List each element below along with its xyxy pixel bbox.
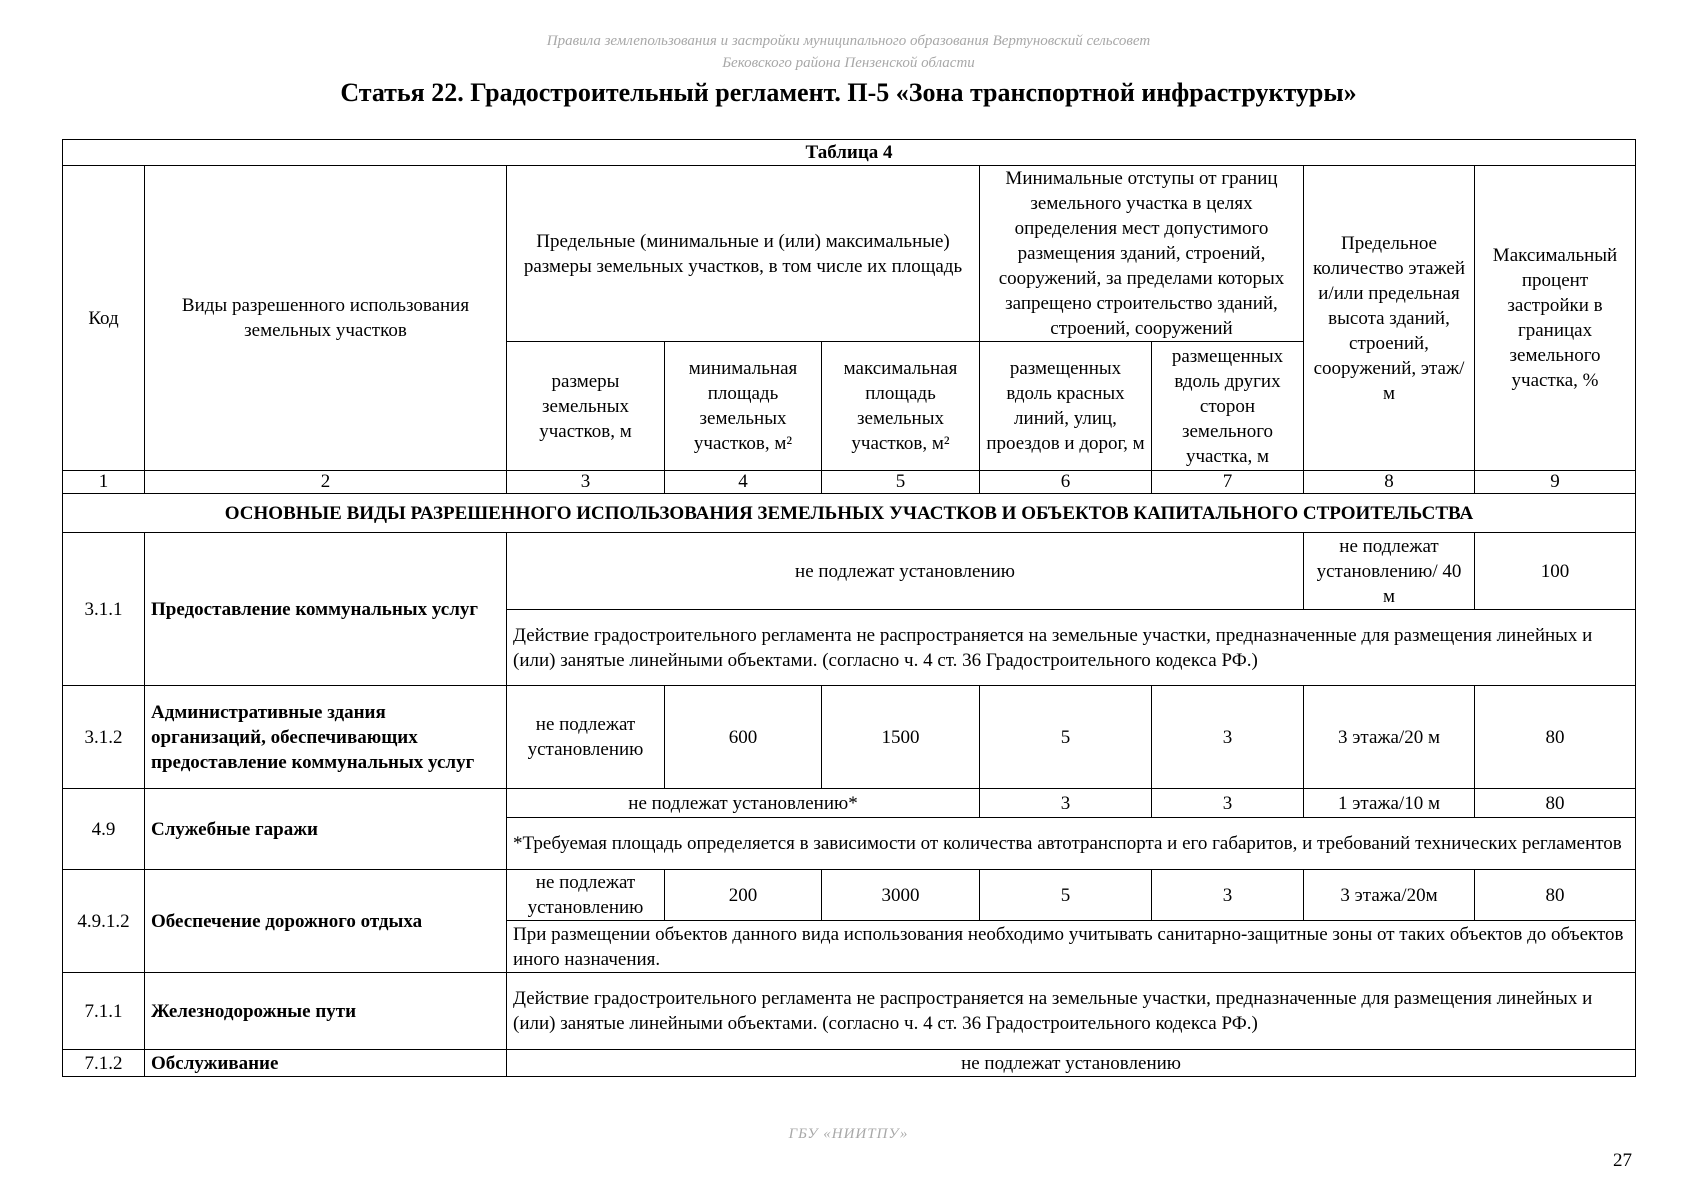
column-number: 7 bbox=[1152, 471, 1304, 494]
row-floors: 1 этажа/10 м bbox=[1304, 789, 1475, 818]
row-setback-red: 3 bbox=[980, 789, 1152, 818]
row-note: При размещении объектов данного вида использования необходимо учитывать санитарно-защитные зоны от таких объектов до объектов иного назначения. bbox=[507, 921, 1636, 973]
row-use-name: Служебные гаражи bbox=[145, 789, 507, 870]
column-number: 1 bbox=[63, 471, 145, 494]
row-code: 3.1.1 bbox=[63, 533, 145, 686]
regulation-table bbox=[62, 139, 1636, 1077]
row-use-name: Предоставление коммунальных услуг bbox=[145, 533, 507, 686]
header-code: Код bbox=[63, 166, 145, 471]
header-min-setbacks: Минимальные отступы от границ земельного участка в целях определения мест допустимого размещения зданий, строений, сооружений, за пределами которых запрещено строительство зданий, строений, сооружений bbox=[980, 166, 1304, 342]
row-percent: 80 bbox=[1475, 870, 1636, 921]
row-note: *Требуемая площадь определяется в зависимости от количества автотранспорта и его габаритов, и требований технических регламентов bbox=[507, 818, 1636, 870]
row-merged-value: не подлежат установлению bbox=[507, 1050, 1636, 1077]
header-setback-other: размещенных вдоль других сторон земельного участка, м bbox=[1152, 342, 1304, 471]
row-floors: 3 этажа/20 м bbox=[1304, 686, 1475, 789]
row-note: Действие градостроительного регламента не распространяется на земельные участки, предназначенные для размещения линейных и (или) занятые линейными объектами. (согласно ч. 4 ст. 36 Градостроительного кодекса РФ.) bbox=[507, 973, 1636, 1050]
table-row bbox=[63, 973, 1636, 1050]
row-merged-value: не подлежат установлению bbox=[507, 533, 1304, 610]
header-max-percent: Максимальный процент застройки в границах земельного участка, % bbox=[1475, 166, 1636, 471]
header-plot-sizes: размеры земельных участков, м bbox=[507, 342, 665, 471]
article-title: Статья 22. Градостроительный регламент. П-5 «Зона транспортной инфраструктуры» bbox=[340, 78, 1357, 107]
running-header-line-2: Бековского района Пензенской области bbox=[722, 55, 975, 71]
running-header-line-1: Правила землепользования и застройки муниципального образования Вертуновский сельсовет bbox=[546, 33, 1151, 49]
table-row bbox=[63, 686, 1636, 789]
section-title: ОСНОВНЫЕ ВИДЫ РАЗРЕШЕННОГО ИСПОЛЬЗОВАНИЯ ЗЕМЕЛЬНЫХ УЧАСТКОВ И ОБЪЕКТОВ КАПИТАЛЬНОГО СТРОИТЕЛЬСТВА bbox=[63, 494, 1636, 533]
row-min-area: 200 bbox=[665, 870, 822, 921]
row-percent: 100 bbox=[1475, 533, 1636, 610]
header-max-area: максимальная площадь земельных участков, м² bbox=[822, 342, 980, 471]
row-setback-other: 3 bbox=[1152, 870, 1304, 921]
column-number: 9 bbox=[1475, 471, 1636, 494]
table-row bbox=[63, 789, 1636, 818]
row-use-name: Обслуживание bbox=[145, 1050, 507, 1077]
row-floors: 3 этажа/20м bbox=[1304, 870, 1475, 921]
row-code: 3.1.2 bbox=[63, 686, 145, 789]
column-number: 8 bbox=[1304, 471, 1475, 494]
row-percent: 80 bbox=[1475, 789, 1636, 818]
header-min-area: минимальная площадь земельных участков, м² bbox=[665, 342, 822, 471]
row-merged-value: не подлежат установлению* bbox=[507, 789, 980, 818]
row-note: Действие градостроительного регламента не распространяется на земельные участки, предназначенные для размещения линейных и (или) занятые линейными объектами. (согласно ч. 4 ст. 36 Градостроительного кодекса РФ.) bbox=[507, 610, 1636, 686]
header-setback-red: размещенных вдоль красных линий, улиц, проездов и дорог, м bbox=[980, 342, 1152, 471]
row-setback-red: 5 bbox=[980, 686, 1152, 789]
column-number: 3 bbox=[507, 471, 665, 494]
row-setback-other: 3 bbox=[1152, 686, 1304, 789]
header-use-types: Виды разрешенного использования земельных участков bbox=[145, 166, 507, 471]
row-plot-sizes: не подлежат установлению bbox=[507, 686, 665, 789]
row-use-name: Железнодорожные пути bbox=[145, 973, 507, 1050]
row-use-name: Административные здания организаций, обеспечивающих предоставление коммунальных услуг bbox=[145, 686, 507, 789]
column-number: 2 bbox=[145, 471, 507, 494]
row-setback-other: 3 bbox=[1152, 789, 1304, 818]
row-code: 4.9.1.2 bbox=[63, 870, 145, 973]
row-use-name: Обеспечение дорожного отдыха bbox=[145, 870, 507, 973]
row-code: 4.9 bbox=[63, 789, 145, 870]
header-floors: Предельное количество этажей и/или предельная высота зданий, строений, сооружений, этаж/м bbox=[1304, 166, 1475, 471]
row-min-area: 600 bbox=[665, 686, 822, 789]
row-code: 7.1.1 bbox=[63, 973, 145, 1050]
column-number: 4 bbox=[665, 471, 822, 494]
row-max-area: 1500 bbox=[822, 686, 980, 789]
table-row bbox=[63, 533, 1636, 610]
table-row bbox=[63, 1050, 1636, 1077]
footer-organization: ГБУ «НИИТПУ» bbox=[788, 1126, 909, 1142]
row-setback-red: 5 bbox=[980, 870, 1152, 921]
page-number: 27 bbox=[1613, 1150, 1632, 1171]
table-row bbox=[63, 870, 1636, 921]
row-percent: 80 bbox=[1475, 686, 1636, 789]
table-caption: Таблица 4 bbox=[63, 140, 1636, 166]
row-code: 7.1.2 bbox=[63, 1050, 145, 1077]
row-plot-sizes: не подлежат установлению bbox=[507, 870, 665, 921]
header-limit-sizes: Предельные (минимальные и (или) максимальные) размеры земельных участков, в том числе их площадь bbox=[507, 166, 980, 342]
row-max-area: 3000 bbox=[822, 870, 980, 921]
column-number: 5 bbox=[822, 471, 980, 494]
row-floors: не подлежат установлению/ 40 м bbox=[1304, 533, 1475, 610]
column-number: 6 bbox=[980, 471, 1152, 494]
column-numbers-row bbox=[63, 471, 1636, 494]
